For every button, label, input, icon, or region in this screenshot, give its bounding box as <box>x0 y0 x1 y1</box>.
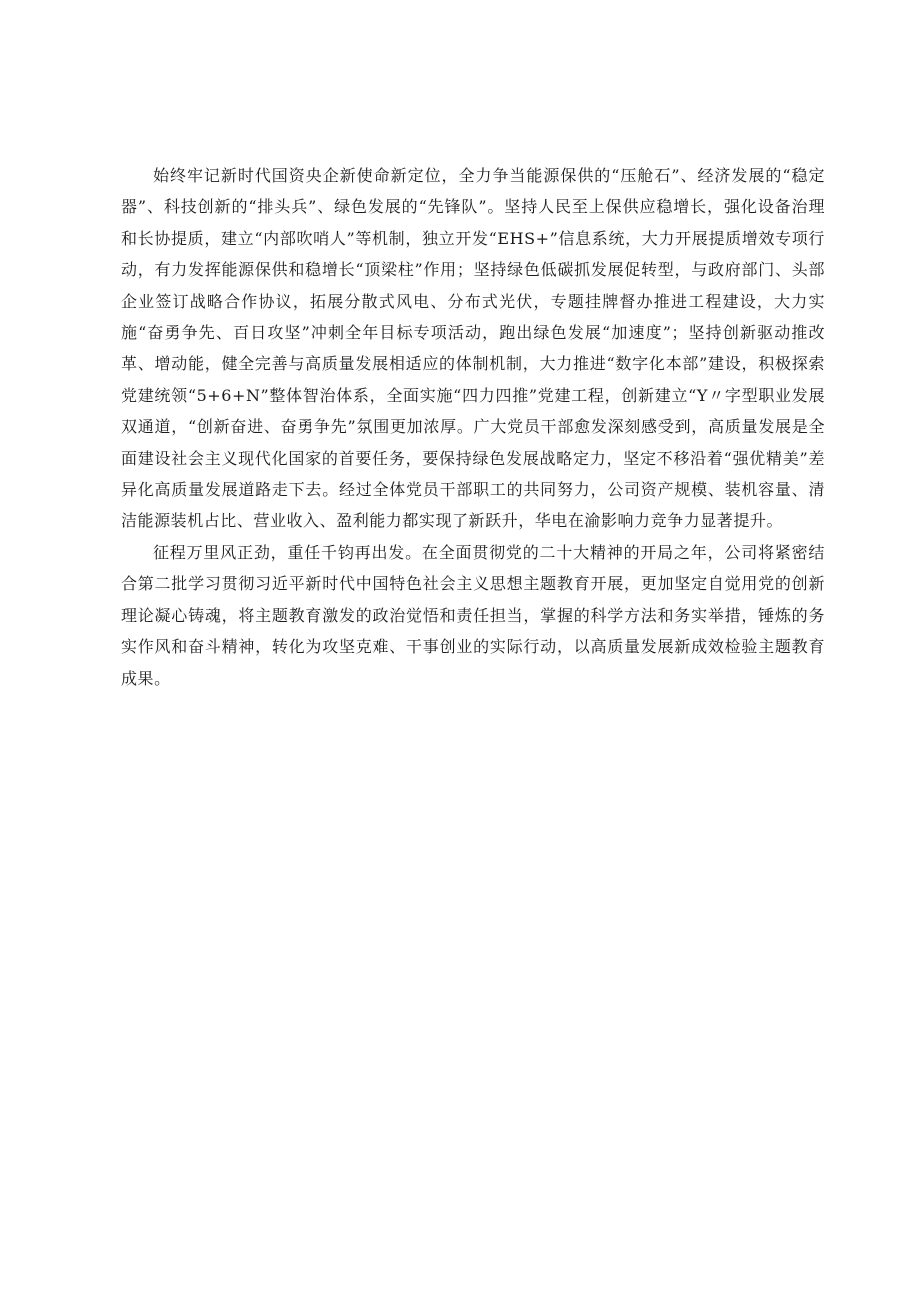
paragraph-2: 征程万里风正劲，重任千钧再出发。在全面贯彻党的二十大精神的开局之年，公司将紧密结合第二批学习贯彻习近平新时代中国特色社会主义思想主题教育开展，更加坚定自觉用党的创新理论凝心铸魂，将主题教育激发的政治觉悟和责任担当，掌握的科学方法和务实举措，锤炼的务实作风和奋斗精神，转化为攻坚克难、干事创业的实际行动，以高质量发展新成效检验主题教育成果。 <box>121 542 825 688</box>
document-body <box>121 160 825 694</box>
paragraph-1: 始终牢记新时代国资央企新使命新定位，全力争当能源保供的“压舱石”、经济发展的“稳定器”、科技创新的“排头兵”、绿色发展的“先锋队”。坚持人民至上保供应稳增长，强化设备治理和长协提质，建立“内部吹哨人”等机制，独立开发“EHS+”信息系统，大力开展提质增效专项行动，有力发挥能源保供和稳增长“顶梁柱”作用；坚持绿色低碳抓发展促转型，与政府部门、头部企业签订战略合作协议，拓展分散式风电、分布式光伏，专题挂牌督办推进工程建设，大力实施“奋勇争先、百日攻坚”冲刺全年目标专项活动，跑出绿色发展“加速度”；坚持创新驱动推改革、增动能，健全完善与高质量发展相适应的体制机制，大力推进“数字化本部”建设，积极探索党建统领“5+6+N”整体智治体系，全面实施“四力四推”党建工程，创新建立“Y〃字型职业发展双通道，“创新奋进、奋勇争先”氛围更加浓厚。广大党员干部愈发深刻感受到，高质量发展是全面建设社会主义现代化国家的首要任务，要保持绿色发展战略定力，坚定不移沿着“强优精美”差异化高质量发展道路走下去。经过全体党员干部职工的共同努力，公司资产规模、装机容量、清洁能源装机占比、营业收入、盈利能力都实现了新跃升，华电在渝影响力竞争力显著提升。 <box>121 166 825 531</box>
